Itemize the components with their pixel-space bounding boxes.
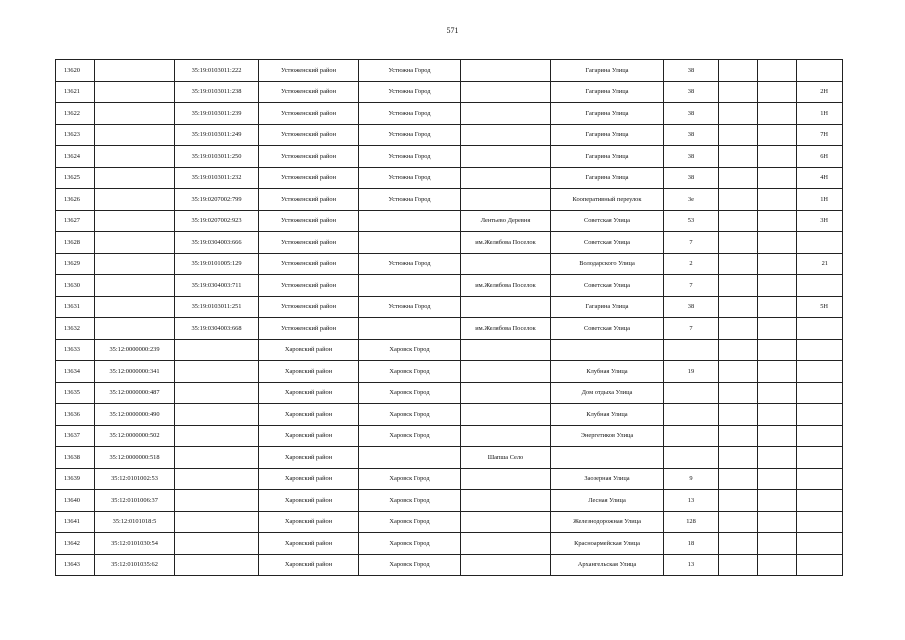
cell-building (719, 511, 758, 533)
cell-district: Устюженский район (259, 81, 359, 103)
cell-cadastral-number-building (175, 361, 259, 383)
cell-cadastral-number (95, 167, 175, 189)
cell-building (719, 554, 758, 576)
cell-row-number: 13627 (56, 210, 95, 232)
table-row (56, 533, 843, 555)
cell-cadastral-number-building (175, 447, 259, 469)
cell-settlement (461, 124, 551, 146)
cell-street: Гагарина Улица (551, 103, 664, 125)
cell-city: Устюжна Город (359, 103, 461, 125)
cell-city: Харовск Город (359, 361, 461, 383)
table-row (56, 339, 843, 361)
cell-cadastral-number (95, 60, 175, 82)
cell-city: Устюжна Город (359, 296, 461, 318)
cell-structure (758, 232, 797, 254)
cell-building (719, 296, 758, 318)
cell-cadastral-number (95, 275, 175, 297)
cell-city: Устюжна Город (359, 81, 461, 103)
cell-structure (758, 382, 797, 404)
cell-cadastral-number (95, 232, 175, 254)
cell-settlement (461, 490, 551, 512)
cell-row-number: 13642 (56, 533, 95, 555)
table-row (56, 189, 843, 211)
cell-cadastral-number-building: 35:19:0207002:799 (175, 189, 259, 211)
cell-structure (758, 447, 797, 469)
cell-district: Харовский район (259, 382, 359, 404)
cell-cadastral-number-building (175, 404, 259, 426)
cell-apartment (797, 404, 843, 426)
cell-cadastral-number-building: 35:19:0304003:711 (175, 275, 259, 297)
cell-apartment: 21 (797, 253, 843, 275)
cell-city: Устюжна Город (359, 189, 461, 211)
cell-city: Устюжна Город (359, 253, 461, 275)
cell-cadastral-number-building (175, 490, 259, 512)
cell-settlement (461, 146, 551, 168)
cell-city: Устюжна Город (359, 60, 461, 82)
cell-house-number: 7 (664, 318, 719, 340)
cell-city: Харовск Город (359, 490, 461, 512)
cell-house-number: 13 (664, 490, 719, 512)
cell-building (719, 189, 758, 211)
cell-cadastral-number: 35:12:0101035:62 (95, 554, 175, 576)
cell-city: Харовск Город (359, 468, 461, 490)
cell-house-number (664, 404, 719, 426)
cell-apartment (797, 468, 843, 490)
cell-settlement: Лентьево Деревня (461, 210, 551, 232)
cell-cadastral-number (95, 318, 175, 340)
cell-building (719, 382, 758, 404)
cell-apartment (797, 511, 843, 533)
cell-district: Устюженский район (259, 275, 359, 297)
cell-structure (758, 554, 797, 576)
cell-house-number (664, 447, 719, 469)
cell-district: Устюженский район (259, 124, 359, 146)
table-row (56, 361, 843, 383)
cell-cadastral-number (95, 189, 175, 211)
cell-city: Устюжна Город (359, 167, 461, 189)
cell-settlement (461, 81, 551, 103)
cell-street: Советская Улица (551, 275, 664, 297)
cell-cadastral-number-building: 35:19:0101005:129 (175, 253, 259, 275)
cell-district: Харовский район (259, 468, 359, 490)
cell-cadastral-number-building: 35:19:0103011:251 (175, 296, 259, 318)
cell-house-number (664, 425, 719, 447)
cell-structure (758, 210, 797, 232)
cell-cadastral-number-building: 35:19:0103011:239 (175, 103, 259, 125)
cell-cadastral-number (95, 124, 175, 146)
cell-house-number (664, 339, 719, 361)
cell-cadastral-number-building: 35:19:0103011:238 (175, 81, 259, 103)
cell-house-number: 38 (664, 124, 719, 146)
cell-row-number: 13633 (56, 339, 95, 361)
table-row (56, 275, 843, 297)
cell-cadastral-number: 35:12:0000000:341 (95, 361, 175, 383)
table-row (56, 468, 843, 490)
cell-structure (758, 275, 797, 297)
cell-row-number: 13640 (56, 490, 95, 512)
cell-structure (758, 425, 797, 447)
cell-apartment: 6Н (797, 146, 843, 168)
cell-apartment (797, 382, 843, 404)
cell-apartment (797, 339, 843, 361)
cell-building (719, 60, 758, 82)
cell-cadastral-number-building (175, 382, 259, 404)
cell-structure (758, 103, 797, 125)
cell-apartment (797, 275, 843, 297)
cell-cadastral-number-building: 35:19:0103011:232 (175, 167, 259, 189)
cell-row-number: 13631 (56, 296, 95, 318)
cell-street: Энергетиков Улица (551, 425, 664, 447)
cell-settlement (461, 253, 551, 275)
cell-cadastral-number: 35:12:0000000:518 (95, 447, 175, 469)
cell-city (359, 318, 461, 340)
cell-row-number: 13641 (56, 511, 95, 533)
cell-street: Кооперативный переулок (551, 189, 664, 211)
cell-street: Советская Улица (551, 210, 664, 232)
cell-settlement (461, 511, 551, 533)
cell-district: Харовский район (259, 425, 359, 447)
cell-settlement (461, 361, 551, 383)
table-row (56, 146, 843, 168)
cell-apartment: 4Н (797, 167, 843, 189)
cell-district: Харовский район (259, 404, 359, 426)
cell-district: Харовский район (259, 339, 359, 361)
cell-cadastral-number: 35:12:0101030:54 (95, 533, 175, 555)
cell-street: Архангельская Улица (551, 554, 664, 576)
cell-structure (758, 404, 797, 426)
cell-city: Харовск Город (359, 339, 461, 361)
cell-building (719, 339, 758, 361)
cell-settlement: им.Желябова Поселок (461, 275, 551, 297)
cell-row-number: 13638 (56, 447, 95, 469)
cell-cadastral-number (95, 103, 175, 125)
cell-house-number: 38 (664, 296, 719, 318)
cell-row-number: 13622 (56, 103, 95, 125)
cell-settlement: Шапша Село (461, 447, 551, 469)
cell-street: Заозерная Улица (551, 468, 664, 490)
cell-structure (758, 339, 797, 361)
cell-cadastral-number-building: 35:19:0304003:666 (175, 232, 259, 254)
cell-district: Устюженский район (259, 103, 359, 125)
cell-cadastral-number-building (175, 339, 259, 361)
cell-cadastral-number-building (175, 468, 259, 490)
cell-apartment (797, 533, 843, 555)
cell-row-number: 13629 (56, 253, 95, 275)
cell-apartment: 5Н (797, 296, 843, 318)
cell-district: Харовский район (259, 511, 359, 533)
cell-structure (758, 189, 797, 211)
cell-district: Устюженский район (259, 253, 359, 275)
cell-house-number: 7 (664, 275, 719, 297)
cell-cadastral-number-building (175, 554, 259, 576)
cell-district: Устюженский район (259, 296, 359, 318)
cell-settlement (461, 103, 551, 125)
cell-street: Гагарина Улица (551, 146, 664, 168)
cell-settlement: им.Желябова Поселок (461, 232, 551, 254)
cell-settlement: им.Желябова Поселок (461, 318, 551, 340)
cell-city (359, 447, 461, 469)
cell-house-number: 19 (664, 361, 719, 383)
cell-city: Харовск Город (359, 425, 461, 447)
cell-cadastral-number: 35:12:0000000:502 (95, 425, 175, 447)
cell-settlement (461, 533, 551, 555)
cell-building (719, 210, 758, 232)
cell-apartment (797, 232, 843, 254)
cell-district: Устюженский район (259, 318, 359, 340)
cell-row-number: 13634 (56, 361, 95, 383)
cell-street: Клубная Улица (551, 404, 664, 426)
cell-house-number: 9 (664, 468, 719, 490)
cell-row-number: 13621 (56, 81, 95, 103)
cell-apartment (797, 361, 843, 383)
cell-building (719, 447, 758, 469)
cell-building (719, 318, 758, 340)
cell-cadastral-number: 35:12:0000000:487 (95, 382, 175, 404)
cell-district: Харовский район (259, 533, 359, 555)
cell-row-number: 13635 (56, 382, 95, 404)
cell-structure (758, 167, 797, 189)
cell-cadastral-number-building: 35:19:0103011:249 (175, 124, 259, 146)
cell-settlement (461, 339, 551, 361)
cell-row-number: 13632 (56, 318, 95, 340)
cell-settlement (461, 60, 551, 82)
table-row (56, 210, 843, 232)
registry-body (56, 60, 843, 576)
cell-house-number: 38 (664, 60, 719, 82)
cell-building (719, 361, 758, 383)
cell-district: Харовский район (259, 447, 359, 469)
cell-building (719, 103, 758, 125)
cell-building (719, 425, 758, 447)
table-row (56, 103, 843, 125)
cell-street: Красноармейская Улица (551, 533, 664, 555)
cell-cadastral-number (95, 146, 175, 168)
cell-district: Харовский район (259, 554, 359, 576)
table-row (56, 490, 843, 512)
cell-row-number: 13628 (56, 232, 95, 254)
cell-structure (758, 533, 797, 555)
cell-structure (758, 146, 797, 168)
cell-building (719, 253, 758, 275)
cell-structure (758, 60, 797, 82)
cell-row-number: 13624 (56, 146, 95, 168)
cell-city (359, 232, 461, 254)
cell-building (719, 275, 758, 297)
cell-building (719, 124, 758, 146)
cell-city: Харовск Город (359, 382, 461, 404)
cell-row-number: 13623 (56, 124, 95, 146)
cell-settlement (461, 404, 551, 426)
table-row (56, 382, 843, 404)
cell-street: Клубная Улица (551, 361, 664, 383)
table-row (56, 60, 843, 82)
table-row (56, 296, 843, 318)
cell-street: Железнодорожная Улица (551, 511, 664, 533)
cell-apartment (797, 554, 843, 576)
cell-house-number: 13 (664, 554, 719, 576)
cell-city: Устюжна Город (359, 146, 461, 168)
cell-house-number: 38 (664, 103, 719, 125)
cell-street: Дом отдыха Улица (551, 382, 664, 404)
cell-cadastral-number-building (175, 511, 259, 533)
cell-apartment: 3Н (797, 210, 843, 232)
cell-structure (758, 81, 797, 103)
cell-row-number: 13639 (56, 468, 95, 490)
cell-building (719, 81, 758, 103)
cell-row-number: 13626 (56, 189, 95, 211)
cell-cadastral-number-building: 35:19:0207002:923 (175, 210, 259, 232)
table-row (56, 232, 843, 254)
cell-street: Советская Улица (551, 318, 664, 340)
cell-cadastral-number (95, 210, 175, 232)
cell-street (551, 339, 664, 361)
cell-city (359, 210, 461, 232)
cell-row-number: 13637 (56, 425, 95, 447)
cell-building (719, 468, 758, 490)
cell-house-number: 38 (664, 81, 719, 103)
cell-district: Харовский район (259, 490, 359, 512)
cell-house-number: 53 (664, 210, 719, 232)
cell-building (719, 533, 758, 555)
cell-street: Гагарина Улица (551, 81, 664, 103)
cell-district: Устюженский район (259, 189, 359, 211)
cell-settlement (461, 382, 551, 404)
cell-building (719, 404, 758, 426)
cell-structure (758, 296, 797, 318)
cell-apartment (797, 60, 843, 82)
cell-cadastral-number-building (175, 425, 259, 447)
cell-street: Лесная Улица (551, 490, 664, 512)
cell-district: Харовский район (259, 361, 359, 383)
cell-district: Устюженский район (259, 232, 359, 254)
cell-apartment (797, 447, 843, 469)
cell-row-number: 13630 (56, 275, 95, 297)
cell-cadastral-number (95, 253, 175, 275)
cell-row-number: 13643 (56, 554, 95, 576)
cell-row-number: 13625 (56, 167, 95, 189)
cell-house-number: 3е (664, 189, 719, 211)
cell-cadastral-number: 35:12:0000000:239 (95, 339, 175, 361)
cell-house-number: 38 (664, 146, 719, 168)
cell-settlement (461, 554, 551, 576)
cell-cadastral-number: 35:12:0000000:490 (95, 404, 175, 426)
cell-street (551, 447, 664, 469)
table-row (56, 554, 843, 576)
cell-cadastral-number-building: 35:19:0103011:222 (175, 60, 259, 82)
cell-district: Устюженский район (259, 60, 359, 82)
cell-apartment: 1Н (797, 103, 843, 125)
cell-city (359, 275, 461, 297)
cell-row-number: 13620 (56, 60, 95, 82)
cell-cadastral-number (95, 296, 175, 318)
cell-apartment: 2Н (797, 81, 843, 103)
cell-structure (758, 124, 797, 146)
cell-house-number: 2 (664, 253, 719, 275)
cell-structure (758, 490, 797, 512)
table-row (56, 253, 843, 275)
cell-structure (758, 318, 797, 340)
cell-building (719, 490, 758, 512)
table-row (56, 447, 843, 469)
cell-street: Гагарина Улица (551, 124, 664, 146)
cell-house-number: 7 (664, 232, 719, 254)
cell-row-number: 13636 (56, 404, 95, 426)
table-row (56, 425, 843, 447)
cell-cadastral-number: 35:12:0101002:53 (95, 468, 175, 490)
cell-street: Советская Улица (551, 232, 664, 254)
table-row (56, 511, 843, 533)
cell-district: Устюженский район (259, 167, 359, 189)
cell-settlement (461, 296, 551, 318)
cell-structure (758, 468, 797, 490)
cell-house-number: 18 (664, 533, 719, 555)
cell-street: Гагарина Улица (551, 60, 664, 82)
cell-cadastral-number-building: 35:19:0304003:668 (175, 318, 259, 340)
cell-building (719, 232, 758, 254)
cell-city: Харовск Город (359, 404, 461, 426)
cell-house-number (664, 382, 719, 404)
cell-cadastral-number-building: 35:19:0103011:250 (175, 146, 259, 168)
cell-settlement (461, 425, 551, 447)
table-row (56, 318, 843, 340)
cell-street: Гагарина Улица (551, 296, 664, 318)
cell-apartment: 1Н (797, 189, 843, 211)
cell-building (719, 167, 758, 189)
cell-city: Харовск Город (359, 533, 461, 555)
table-row (56, 404, 843, 426)
cell-apartment (797, 425, 843, 447)
page-number: 571 (446, 26, 459, 35)
cell-settlement (461, 468, 551, 490)
cell-district: Устюженский район (259, 146, 359, 168)
registry-table (55, 59, 843, 576)
cell-house-number: 38 (664, 167, 719, 189)
cell-cadastral-number: 35:12:0101006:37 (95, 490, 175, 512)
cell-settlement (461, 167, 551, 189)
cell-apartment (797, 318, 843, 340)
cell-structure (758, 511, 797, 533)
cell-building (719, 146, 758, 168)
table-row (56, 124, 843, 146)
cell-cadastral-number: 35:12:0101018:5 (95, 511, 175, 533)
cell-city: Харовск Город (359, 511, 461, 533)
table-row (56, 81, 843, 103)
cell-cadastral-number (95, 81, 175, 103)
table-row (56, 167, 843, 189)
cell-street: Гагарина Улица (551, 167, 664, 189)
cell-settlement (461, 189, 551, 211)
cell-apartment: 7Н (797, 124, 843, 146)
cell-apartment (797, 490, 843, 512)
cell-house-number: 128 (664, 511, 719, 533)
cell-structure (758, 253, 797, 275)
cell-cadastral-number-building (175, 533, 259, 555)
cell-city: Харовск Город (359, 554, 461, 576)
cell-district: Устюженский район (259, 210, 359, 232)
cell-structure (758, 361, 797, 383)
cell-city: Устюжна Город (359, 124, 461, 146)
cell-street: Володарского Улица (551, 253, 664, 275)
